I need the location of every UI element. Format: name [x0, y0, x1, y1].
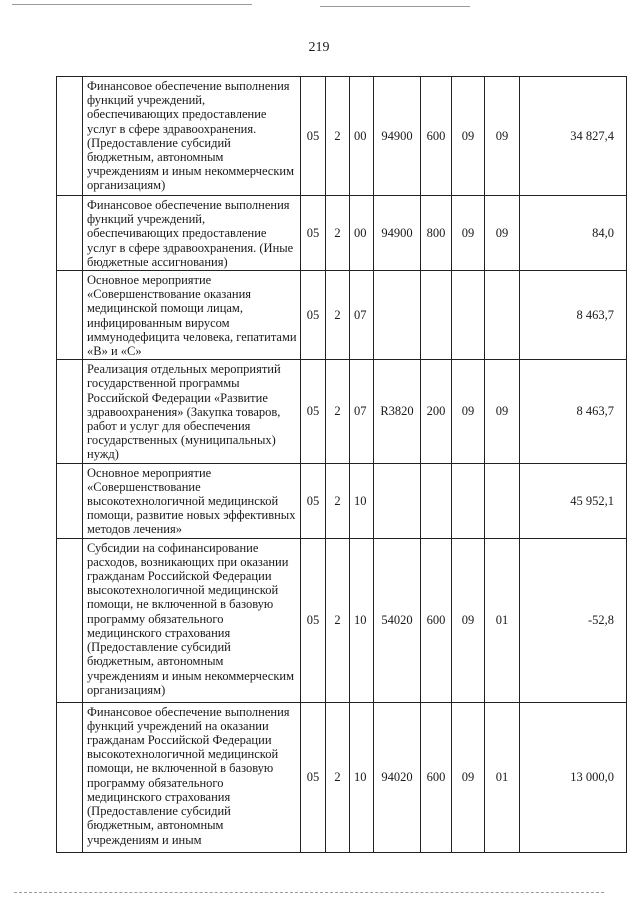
- amount-cell: 84,0: [520, 196, 627, 271]
- section-code-cell: 09: [452, 702, 485, 852]
- budget-table: [56, 76, 627, 853]
- section-code-cell: 09: [452, 196, 485, 271]
- row-indent-cell: [57, 463, 83, 538]
- program-code-cell: 05: [301, 196, 326, 271]
- amount-cell: 13 000,0: [520, 702, 627, 852]
- event-code-cell: 07: [350, 360, 374, 463]
- event-code-cell: 00: [350, 196, 374, 271]
- program-code-cell: 05: [301, 538, 326, 702]
- direction-code-cell: 94900: [374, 77, 421, 196]
- table-row: [57, 360, 627, 463]
- event-code-cell: 00: [350, 77, 374, 196]
- row-name-cell: Основное мероприятие «Совершенствование оказания медицинской помощи лицам, инфицированным вирусом иммунодефицита человека, гепатитами «В» и «С»: [83, 271, 301, 360]
- program-code-cell: 05: [301, 702, 326, 852]
- expense-type-cell: 800: [421, 196, 452, 271]
- row-indent-cell: [57, 271, 83, 360]
- direction-code-cell: R3820: [374, 360, 421, 463]
- subsection-code-cell: [485, 463, 520, 538]
- expense-type-cell: 600: [421, 538, 452, 702]
- budget-table-body: [57, 77, 627, 853]
- expense-type-cell: [421, 463, 452, 538]
- subsection-code-cell: 01: [485, 702, 520, 852]
- program-code-cell: 05: [301, 271, 326, 360]
- row-name-cell: Основное мероприятие «Совершенствование высокотехнологичной медицинской помощи, развитие новых эффективных методов лечения»: [83, 463, 301, 538]
- row-name-cell: Финансовое обеспечение выполнения функций учреждений, обеспечивающих предоставление услуг в сфере здравоохранения. (Предоставление субсидий бюджетным, автономным учреждениям и иным некоммерческим организациям): [83, 77, 301, 196]
- subprogram-code-cell: 2: [326, 360, 350, 463]
- subsection-code-cell: [485, 271, 520, 360]
- subsection-code-cell: 09: [485, 196, 520, 271]
- direction-code-cell: 94020: [374, 702, 421, 852]
- section-code-cell: 09: [452, 538, 485, 702]
- row-name-cell: Финансовое обеспечение выполнения функций учреждений на оказании гражданам Российской Федерации высокотехнологичной медицинской помощи, не включенной в базовую программу обязательного медицинского страхования (Предоставление субсидий бюджетным, автономным учреждениям и иным: [83, 702, 301, 852]
- section-code-cell: [452, 271, 485, 360]
- table-row: [57, 463, 627, 538]
- table-row: [57, 702, 627, 852]
- section-code-cell: [452, 463, 485, 538]
- amount-cell: 34 827,4: [520, 77, 627, 196]
- program-code-cell: 05: [301, 463, 326, 538]
- row-name-cell: Реализация отдельных мероприятий государственной программы Российской Федерации «Развитие здравоохранения» (Закупка товаров, работ и услуг для обеспечения государственных (муниципальных) нужд): [83, 360, 301, 463]
- amount-cell: 8 463,7: [520, 271, 627, 360]
- scan-artifact-top-right: [320, 6, 470, 7]
- expense-type-cell: 600: [421, 702, 452, 852]
- program-code-cell: 05: [301, 77, 326, 196]
- subsection-code-cell: 01: [485, 538, 520, 702]
- event-code-cell: 10: [350, 702, 374, 852]
- subprogram-code-cell: 2: [326, 196, 350, 271]
- subprogram-code-cell: 2: [326, 77, 350, 196]
- direction-code-cell: 94900: [374, 196, 421, 271]
- row-name-cell: Финансовое обеспечение выполнения функций учреждений, обеспечивающих предоставление услуг в сфере здравоохранения. (Иные бюджетные ассигнования): [83, 196, 301, 271]
- subprogram-code-cell: 2: [326, 538, 350, 702]
- subprogram-code-cell: 2: [326, 463, 350, 538]
- amount-cell: -52,8: [520, 538, 627, 702]
- event-code-cell: 10: [350, 538, 374, 702]
- subprogram-code-cell: 2: [326, 702, 350, 852]
- subsection-code-cell: 09: [485, 360, 520, 463]
- table-row: [57, 538, 627, 702]
- expense-type-cell: 600: [421, 77, 452, 196]
- direction-code-cell: [374, 271, 421, 360]
- table-row: [57, 196, 627, 271]
- amount-cell: 45 952,1: [520, 463, 627, 538]
- table-row: [57, 77, 627, 196]
- expense-type-cell: 200: [421, 360, 452, 463]
- subprogram-code-cell: 2: [326, 271, 350, 360]
- subsection-code-cell: 09: [485, 77, 520, 196]
- expense-type-cell: [421, 271, 452, 360]
- row-indent-cell: [57, 360, 83, 463]
- direction-code-cell: [374, 463, 421, 538]
- row-indent-cell: [57, 538, 83, 702]
- page-number: 219: [308, 40, 330, 55]
- scan-artifact-bottom: [14, 892, 604, 893]
- event-code-cell: 07: [350, 271, 374, 360]
- section-code-cell: 09: [452, 77, 485, 196]
- event-code-cell: 10: [350, 463, 374, 538]
- row-name-cell: Субсидии на софинансирование расходов, возникающих при оказании гражданам Российской Федерации высокотехнологичной медицинской помощи, не включенной в базовую программу обязательного медицинского страхования (Предоставление субсидий бюджетным, автономным учреждениям и иным некоммерческим организациям): [83, 538, 301, 702]
- direction-code-cell: 54020: [374, 538, 421, 702]
- row-indent-cell: [57, 702, 83, 852]
- scan-artifact-top: [12, 4, 252, 5]
- row-indent-cell: [57, 196, 83, 271]
- row-indent-cell: [57, 77, 83, 196]
- program-code-cell: 05: [301, 360, 326, 463]
- table-row: [57, 271, 627, 360]
- section-code-cell: 09: [452, 360, 485, 463]
- amount-cell: 8 463,7: [520, 360, 627, 463]
